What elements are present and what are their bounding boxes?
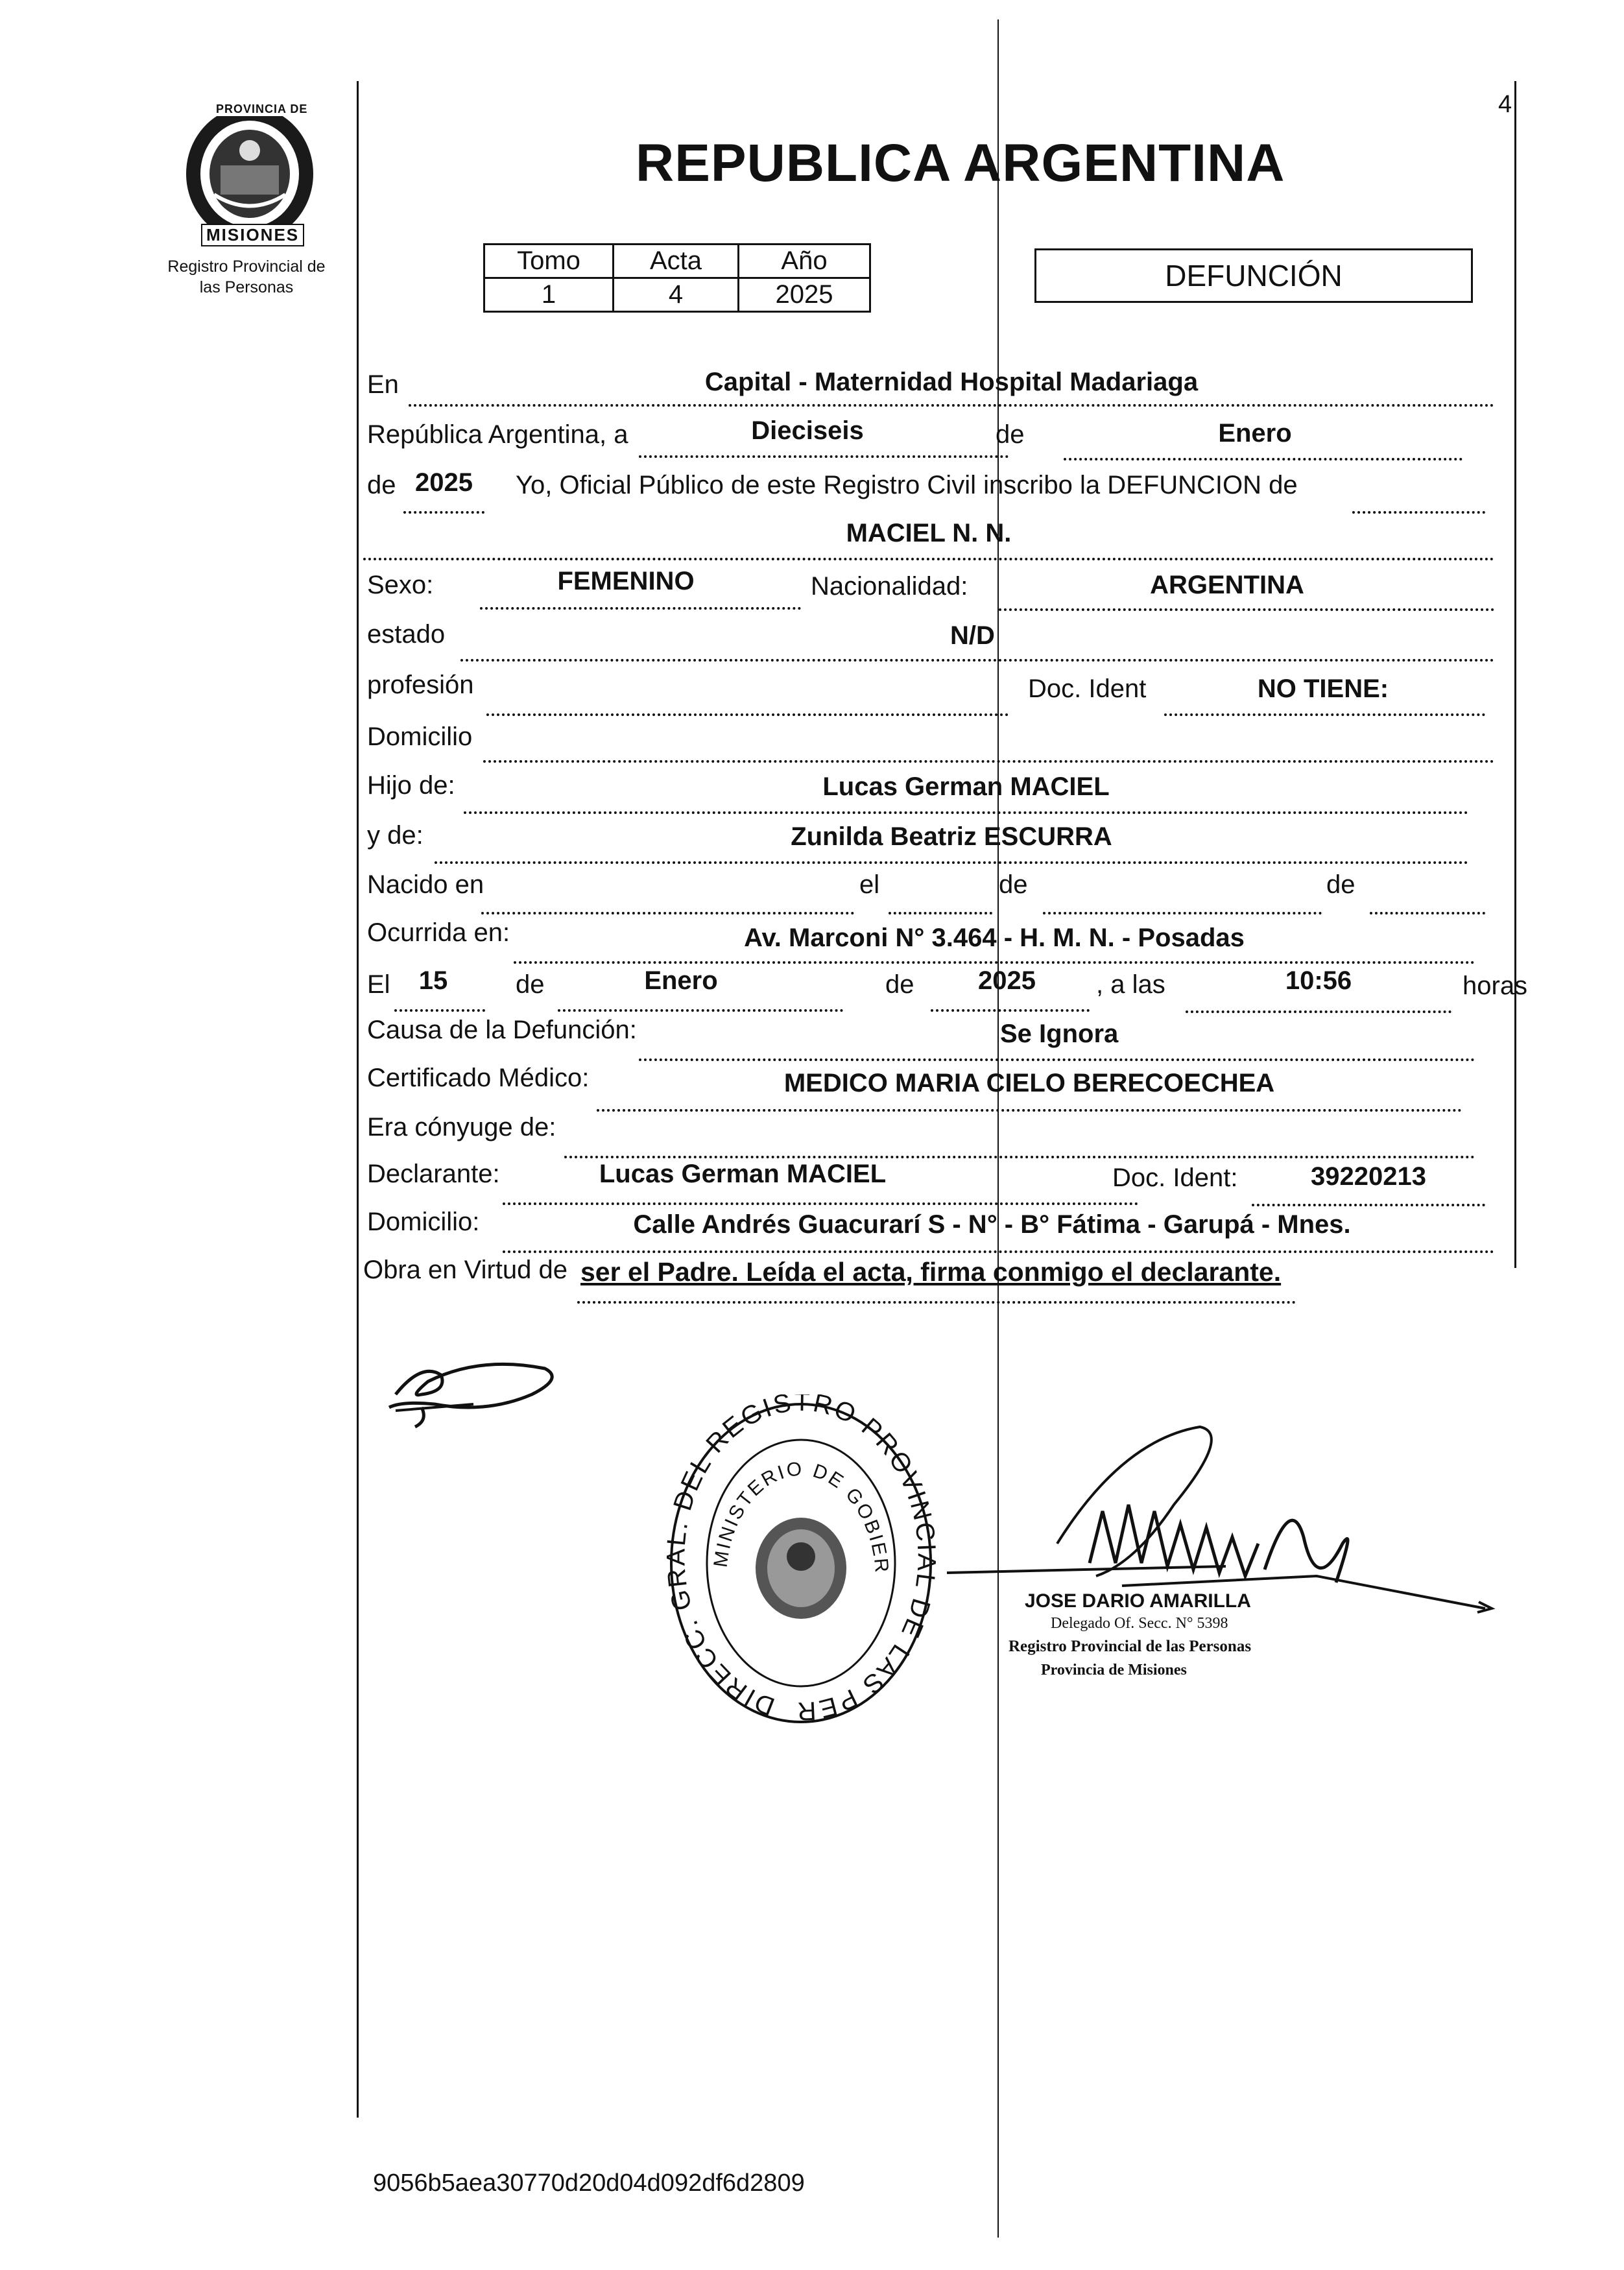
anio-value: 2025 [415, 468, 473, 497]
el2-dia-value: 15 [418, 966, 448, 995]
nacido-anio-fill-line [1370, 879, 1485, 914]
el2-de-label-1: de [516, 970, 545, 999]
el2-de-label-2: de [885, 970, 914, 999]
row-causa [363, 1013, 1494, 1058]
causa-value: Se Ignora [1000, 1020, 1119, 1048]
en-label: En [367, 370, 399, 399]
row-fecha [363, 416, 1494, 462]
nacido-de-label-2: de [1326, 870, 1355, 899]
table-header-row [484, 245, 870, 278]
estado-value: N/D [950, 621, 995, 650]
province-seal-logo [175, 97, 324, 246]
declarante-value: Lucas German MACIEL [599, 1160, 887, 1188]
official-title: Delegado Of. Secc. N° 5398 [1051, 1615, 1228, 1632]
row-sexo [363, 567, 1494, 612]
row-ocurrida [363, 916, 1494, 961]
right-margin-line [1514, 81, 1516, 1268]
table-row [484, 278, 870, 312]
republica-label: República Argentina, a [367, 420, 628, 449]
yde-value: Zunilda Beatriz ESCURRA [791, 822, 1112, 851]
de-label-2: de [367, 471, 396, 499]
row-yde [363, 818, 1494, 864]
stamp-inner-text: MINISTERIO DE GOBIER [710, 1458, 893, 1575]
nacido-fill-line [481, 879, 854, 914]
ano-value: 2025 [739, 278, 870, 312]
domicilio-fill-line [483, 728, 1494, 763]
el2-mes-value: Enero [644, 966, 718, 995]
causa-label: Causa de la Defunción: [367, 1016, 637, 1044]
row-profesion [363, 668, 1494, 713]
nacionalidad-label: Nacionalidad: [811, 572, 968, 601]
acta-value: 4 [614, 278, 739, 312]
defuncion-de-fill-line [1352, 479, 1485, 514]
row-domicilio [363, 719, 1494, 764]
row-estado [363, 617, 1494, 663]
row-decl-domicilio [363, 1205, 1494, 1250]
ocurrida-value: Av. Marconi N° 3.464 - H. M. N. - Posadas [744, 924, 1245, 952]
table-header-ano: Año [739, 245, 870, 278]
row-nacido [363, 868, 1494, 913]
el2-label: El [367, 970, 390, 999]
nacionalidad-value: ARGENTINA [1150, 571, 1304, 599]
decl-dom-label: Domicilio: [367, 1208, 480, 1236]
registry-caption [139, 256, 353, 298]
estado-label: estado [367, 620, 446, 649]
certificado-value: MEDICO MARIA CIELO BERECOECHEA [783, 1069, 1275, 1097]
de-label: de [996, 420, 1025, 449]
row-declarante [363, 1157, 1494, 1202]
row-anio [363, 468, 1494, 514]
en-value: Capital - Maternidad Hospital Madariaga [704, 368, 1199, 396]
table-header-acta: Acta [614, 245, 739, 278]
decl-doc-value: 39220213 [1311, 1162, 1426, 1191]
row-obra [363, 1253, 1494, 1298]
row-fecha-defuncion [363, 965, 1528, 1010]
ocurrida-label: Ocurrida en: [367, 918, 510, 947]
record-type-box: DEFUNCIÓN [1034, 248, 1473, 303]
row-certificado [363, 1061, 1494, 1106]
registry-caption-line1: Registro Provincial de [167, 257, 326, 276]
page-title: REPUBLICA ARGENTINA [636, 134, 1285, 193]
page-number: 4 [1498, 91, 1512, 118]
alas-label: , a las [1096, 970, 1165, 999]
table-header-tomo: Tomo [484, 245, 614, 278]
logo-top-text: PROVINCIA DE [214, 102, 309, 116]
sexo-value: FEMENINO [557, 567, 695, 595]
obra-label: Obra en Virtud de [363, 1256, 568, 1284]
decl-doc-label: Doc. Ident: [1112, 1164, 1238, 1192]
nacido-de-label-1: de [999, 870, 1028, 899]
official-name: JOSE DARIO AMARILLA [1025, 1590, 1251, 1612]
official-registry: Registro Provincial de las Personas [1009, 1638, 1252, 1655]
hijo-label: Hijo de: [367, 771, 455, 800]
nacido-mes-fill-line [1043, 879, 1322, 914]
horas-label: horas [1463, 972, 1528, 1000]
sexo-label: Sexo: [367, 571, 434, 599]
certificado-label: Certificado Médico: [367, 1064, 590, 1092]
domicilio-label: Domicilio [367, 723, 473, 751]
mes-value: Enero [1218, 419, 1292, 448]
yde-label: y de: [367, 821, 424, 850]
inscribo-text: Yo, Oficial Público de este Registro Civil inscribo la DEFUNCION de [516, 471, 1298, 499]
declarante-label: Declarante: [367, 1160, 500, 1188]
nacido-el-label: el [859, 870, 880, 899]
tomo-value: 1 [484, 278, 614, 312]
dia-value: Dieciseis [751, 416, 864, 445]
decl-dom-value: Calle Andrés Guacurarí S - N° - B° Fátima - Garupá - Mnes. [633, 1210, 1351, 1239]
conyuge-fill-line [564, 1123, 1475, 1158]
doc-ident-label: Doc. Ident [1028, 675, 1147, 703]
official-province: Provincia de Misiones [1041, 1662, 1187, 1679]
logo-bottom-text: MISIONES [201, 224, 304, 246]
obra-value: ser el Padre. Leída el acta, firma conmigo el declarante. [580, 1257, 1282, 1287]
row-en [363, 366, 1494, 412]
official-signature [927, 1414, 1498, 1647]
row-nombre [363, 519, 1494, 564]
document-hash: 9056b5aea30770d20d04d092df6d2809 [373, 2169, 805, 2197]
stamp-crest-icon [756, 1518, 846, 1619]
doc-ident-value: NO TIENE: [1257, 675, 1389, 703]
registry-caption-line2: las Personas [199, 278, 294, 296]
hijo-value: Lucas German MACIEL [822, 772, 1110, 801]
row-hijo [363, 769, 1494, 814]
deceased-name-value: MACIEL N. N. [846, 519, 1012, 547]
el2-anio-value: 2025 [978, 966, 1036, 995]
tomo-acta-ano-table [483, 243, 871, 313]
declarant-signature [383, 1343, 577, 1433]
official-stamp [665, 1394, 937, 1732]
profesion-fill-line [486, 681, 1009, 716]
conyuge-label: Era cónyuge de: [367, 1113, 556, 1141]
row-conyuge [363, 1110, 1494, 1156]
nacido-label: Nacido en [367, 870, 484, 899]
hora-value: 10:56 [1285, 966, 1352, 995]
nacido-dia-fill-line [889, 879, 992, 914]
profesion-label: profesión [367, 671, 474, 699]
stamp-outer-text: DIRECC. GR L. DEL REGISTRO PROVIN L DE LAS PER [665, 1394, 937, 1726]
left-margin-line [357, 81, 359, 2118]
